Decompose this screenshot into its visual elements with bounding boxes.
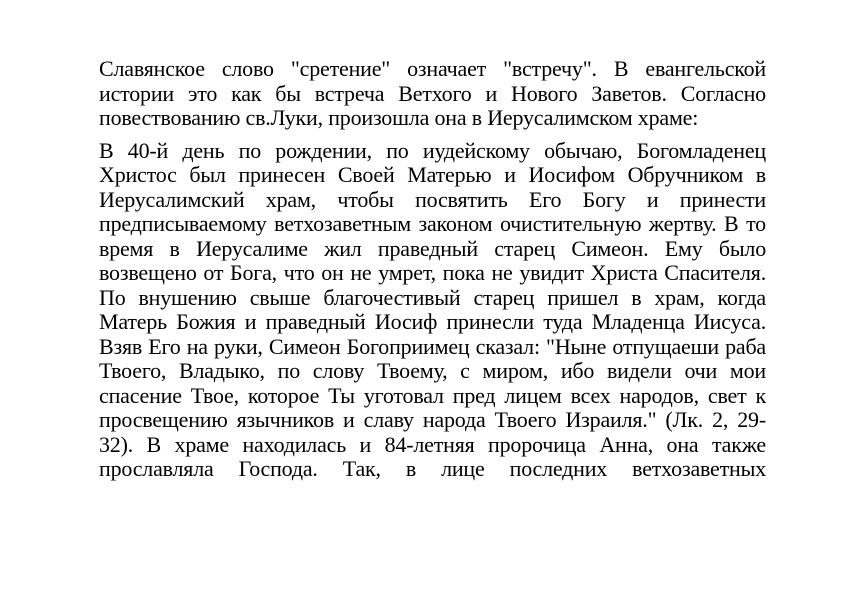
text-body [99, 57, 766, 482]
paragraph-intro [99, 57, 766, 131]
text-line: предписываемому ветхозаветным законом очистительную жертву. В то [99, 211, 766, 236]
paragraph-main [99, 139, 766, 482]
text-line: возвещено от Бога, что он не умрет, пока не увидит Христа Спасителя. [99, 260, 766, 285]
text-line: Твоего, Владыко, по слову Твоему, с миром, ибо видели очи мои [99, 358, 766, 383]
text-line: спасение Твое, которое Ты уготовал пред лицем всех народов, свет к [99, 382, 766, 408]
text-line: Иерусалимский храм, чтобы посвятить Его Богу и принести [99, 186, 766, 212]
text-line: Христос был принесен Своей Матерью и Иосифом Обручником в [99, 162, 766, 187]
text-line: Матерь Божия и праведный Иосиф принесли туда Младенца Иисуса. [99, 309, 766, 334]
text-line: По внушению свыше благочестивый старец пришел в храм, когда [99, 284, 766, 310]
text-line: Славянское слово "сретение" означает "встречу". В евангельской [99, 56, 766, 81]
text-line: В 40-й день по рождении, по иудейскому обычаю, Богомладенец [99, 137, 766, 163]
text-line: просвещению язычников и славу народа Твоего Израиля." (Лк. 2, 29- [99, 407, 766, 432]
text-line: Взяв Его на руки, Симеон Богоприимец сказал: "Ныне отпущаеши раба [99, 333, 766, 359]
text-line: истории это как бы встреча Ветхого и Нового Заветов. Согласно [99, 80, 766, 106]
text-line: время в Иерусалиме жил праведный старец Симеон. Ему было [99, 235, 766, 261]
text-line: 32). В храме находилась и 84-летняя пророчица Анна, она также [99, 431, 766, 457]
text-line: прославляла Господа. Так, в лице последних ветхозаветных [99, 456, 766, 481]
text-line: повествованию св.Луки, произошла она в Иерусалимском храме: [99, 105, 699, 130]
